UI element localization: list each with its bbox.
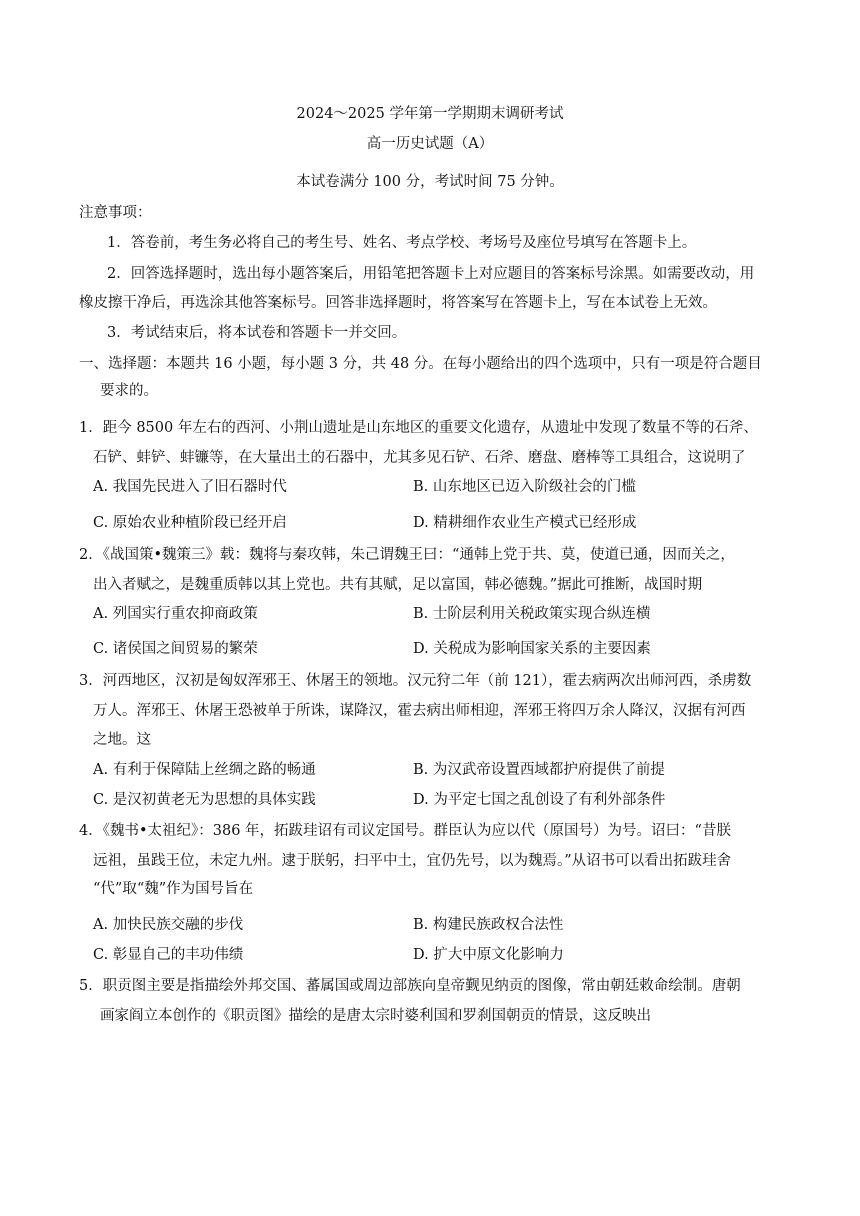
note-item-2: 2．回答选择题时，选出每小题答案后，用铅笔把答题卡上对应题目的答案标号涂黑。如需要改动，用 [107, 266, 755, 282]
section-heading-cont: 要求的。 [100, 383, 158, 399]
option-a: A. 我国先民进入了旧石器时代 [93, 479, 287, 495]
option-c: C. 诸侯国之间贸易的繁荣 [93, 641, 258, 657]
option-d: D. 为平定七国之乱创设了有利外部条件 [413, 792, 666, 808]
question-stem-line: 远祖，虽践王位，未定九州。逮于朕躬，扫平中土，宜仍先号，以为魏焉。”从诏书可以看出拓跋珪舍 [93, 853, 732, 869]
notes-heading: 注意事项： [79, 205, 152, 221]
question-stem-line: 2．《战国策•魏策三》载：魏将与秦攻韩，朱己谓魏王曰：“通韩上党于共、莫，使道已通，因而关之， [79, 547, 735, 563]
note-item-3: 3．考试结束后，将本试卷和答题卡一并交回。 [107, 325, 407, 341]
note-item-2-cont: 橡皮擦干净后，再选涂其他答案标号。回答非选择题时，将答案写在答题卡上，写在本试卷上无效。 [79, 295, 717, 311]
option-b: B. 为汉武帝设置西域都护府提供了前提 [413, 762, 665, 778]
note-item-1: 1．答卷前，考生务必将自己的考生号、姓名、考点学校、考场号及座位号填写在答题卡上。 [107, 235, 697, 251]
option-d: D. 精耕细作农业生产模式已经形成 [413, 515, 637, 531]
option-c: C. 彰显自己的丰功伟绩 [93, 947, 244, 963]
question-stem-line: 石铲、蚌铲、蚌镰等，在大量出土的石器中，尤其多见石铲、石斧、磨盘、磨棒等工具组合，这说明了 [93, 450, 746, 466]
exam-title: 2024～2025 学年第一学期期末调研考试 [296, 106, 564, 122]
exam-subtitle: 高一历史试题（A） [366, 136, 494, 152]
question-stem-line: 3．河西地区，汉初是匈奴浑邪王、休屠王的领地。汉元狩二年（前 121），霍去病两次出师河西，杀虏数 [79, 673, 752, 689]
question-stem-line: 出入者赋之，是魏重质韩以其上党也。共有其赋，足以富国，韩必德魏。”据此可推断，战国时期 [93, 577, 703, 593]
option-a: A. 列国实行重农抑商政策 [93, 606, 258, 622]
question-stem-line: 之地。这 [93, 732, 151, 748]
option-b: B. 士阶层利用关税政策实现合纵连横 [413, 606, 651, 622]
option-c: C. 原始农业种植阶段已经开启 [93, 515, 287, 531]
option-d: D. 扩大中原文化影响力 [413, 947, 564, 963]
question-stem-line: “代”取“魏”作为国号旨在 [93, 881, 254, 897]
section-heading: 一、选择题：本题共 16 小题，每小题 3 分，共 48 分。在每小题给出的四个选项中，只有一项是符合题目 [79, 356, 762, 372]
option-d: D. 关税成为影响国家关系的主要因素 [413, 641, 651, 657]
question-stem-line: 万人。浑邪王、休屠王恐被单于所诛，谋降汉，霍去病出师相迎，浑邪王将四万余人降汉，汉据有河西 [93, 703, 746, 719]
question-stem-line: 画家阎立本创作的《职贡图》描绘的是唐太宗时婆利国和罗刹国朝贡的情景，这反映出 [100, 1008, 651, 1024]
exam-info: 本试卷满分 100 分，考试时间 75 分钟。 [296, 174, 564, 190]
option-a: A. 有利于保障陆上丝绸之路的畅通 [93, 762, 316, 778]
question-stem-line: 5．职贡图主要是指描绘外邦交国、蕃属国或周边部族向皇帝觐见纳贡的图像，常由朝廷敕命绘制。唐朝 [79, 978, 741, 994]
option-a: A. 加快民族交融的步伐 [93, 917, 244, 933]
question-stem-line: 4．《魏书•太祖纪》：386 年，拓跋珪诏有司议定国号。群臣认为应以代（原国号）为号。诏曰：“昔朕 [79, 823, 731, 839]
option-b: B. 构建民族政权合法性 [413, 917, 564, 933]
option-c: C. 是汉初黄老无为思想的具体实践 [93, 792, 316, 808]
question-stem-line: 1．距今 8500 年左右的西河、小荆山遗址是山东地区的重要文化遗存，从遗址中发现了数量不等的石斧、 [79, 420, 758, 436]
option-b: B. 山东地区已迈入阶级社会的门槛 [413, 479, 636, 495]
